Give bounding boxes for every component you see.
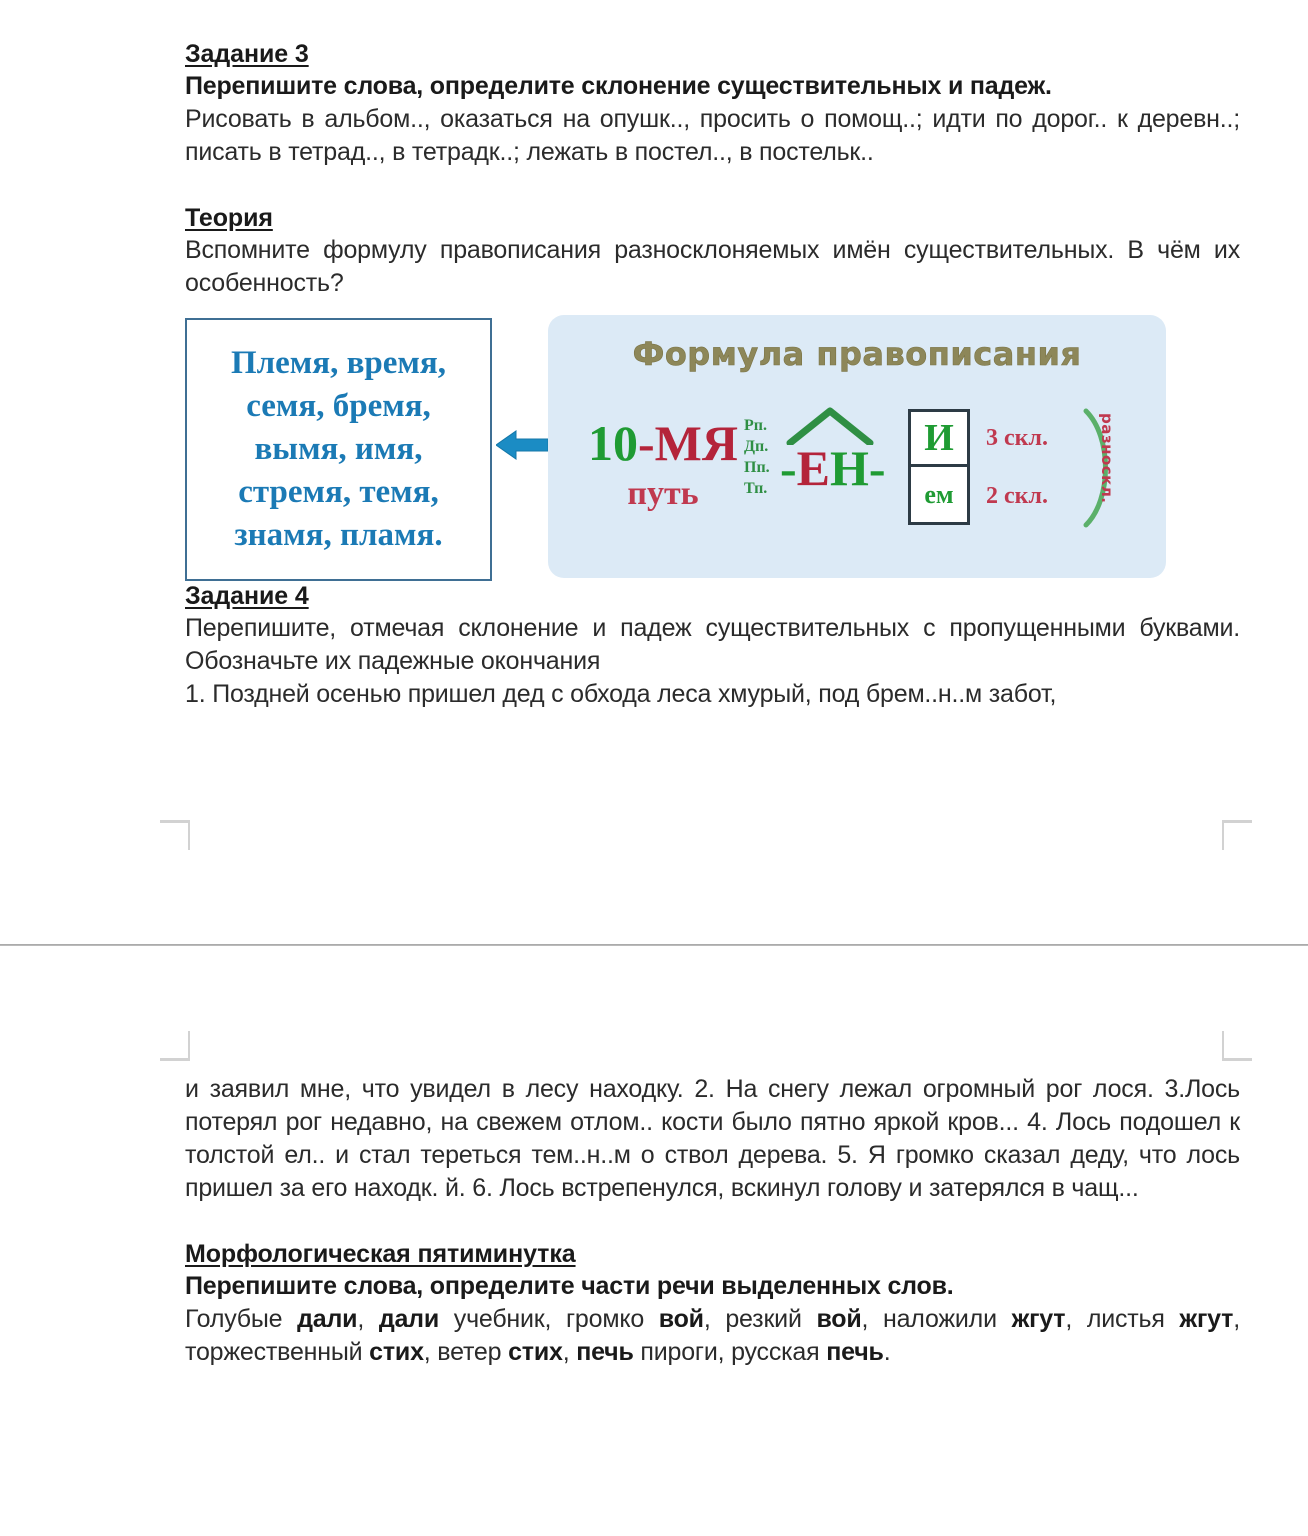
theory-figure — [185, 310, 1240, 580]
morphology-plain-text: пироги, русская — [633, 1338, 827, 1366]
margin-mark-top-left — [160, 1031, 190, 1061]
morphology-plain-text: , торжественный — [185, 1305, 1240, 1366]
page-1-content — [185, 38, 1240, 711]
morphology-highlighted-word: жгут — [1011, 1305, 1066, 1333]
infographic-formula — [548, 407, 1166, 557]
morphology-plain-text: , листья — [1065, 1305, 1180, 1333]
suffix-letter-n: Н — [830, 440, 869, 496]
morphology-highlighted-word: вой — [658, 1305, 704, 1333]
left-arrow-icon — [496, 428, 548, 462]
declension-label-2: 2 скл. — [986, 482, 1048, 509]
declension-labels — [986, 409, 1092, 525]
morphology-plain-text: , резкий — [703, 1305, 817, 1333]
word-box-line: семя, бремя, — [246, 388, 431, 424]
page-2-content — [185, 1073, 1240, 1369]
spacer-before-morphology — [185, 1205, 1240, 1238]
ending-boxes — [908, 409, 970, 525]
morphology-heading: Морфологическая пятиминутка — [185, 1240, 576, 1268]
word-box-line: стремя, темя, — [238, 474, 439, 510]
margin-mark-bottom-right — [1222, 820, 1252, 850]
formula-case-list — [744, 415, 770, 499]
morphology-highlighted-word: дали — [378, 1305, 440, 1333]
morphology-instruction: Перепишите слова, определите части речи выделенных слов. — [185, 1272, 954, 1300]
ending-box-em: ем — [908, 467, 970, 525]
morphology-plain-text: . — [883, 1338, 891, 1366]
formula-en-suffix — [780, 441, 886, 495]
dash-right: - — [868, 440, 886, 496]
formula-10-mya — [568, 417, 758, 469]
ending-box-i: И — [908, 409, 970, 467]
morphology-highlighted-word: стих — [508, 1338, 563, 1366]
morphology-highlighted-word: стих — [369, 1338, 424, 1366]
morphology-plain-text: , — [357, 1305, 379, 1333]
formula-suffix-mya: -МЯ — [638, 415, 738, 471]
theory-body: Вспомните формулу правописания разносклоняемых имён существительных. В чём их особенность? — [185, 236, 1240, 297]
dash-left: - — [780, 440, 797, 496]
word-box-line: вымя, имя, — [254, 431, 423, 467]
morphology-highlighted-word: печь — [826, 1338, 884, 1366]
morphology-highlighted-word: вой — [816, 1305, 862, 1333]
formula-number: 10 — [588, 415, 639, 471]
raznosklon-vertical-label: разноскл. — [1098, 413, 1116, 504]
document-page-2 — [0, 946, 1308, 1536]
morphology-highlighted-word: жгут — [1179, 1305, 1234, 1333]
spacer-after-task3 — [185, 169, 1240, 202]
word-box-line: знамя, пламя. — [234, 517, 443, 553]
declension-label-3: 3 скл. — [986, 424, 1048, 451]
morphology-plain-text: учебник, громко — [439, 1305, 659, 1333]
case-label: Рп. — [744, 417, 767, 434]
morphology-plain-text: , ветер — [423, 1338, 509, 1366]
formula-infographic — [548, 315, 1166, 578]
suffix-letter-e: Е — [796, 440, 831, 496]
raznosklonyaemye-word-box — [185, 318, 492, 581]
morphology-highlighted-word: дали — [297, 1305, 358, 1333]
case-label: Тп. — [744, 480, 768, 497]
case-label: Дп. — [744, 438, 769, 455]
infographic-title: Формула правописания — [632, 335, 1082, 373]
morphology-highlighted-word: печь — [576, 1338, 634, 1366]
task4-instruction: Перепишите, отмечая склонение и падеж существительных с пропущенными буквами. Обозначьте их падежные окончания — [185, 614, 1240, 675]
theory-heading: Теория — [185, 204, 273, 232]
margin-mark-top-right — [1222, 1031, 1252, 1061]
task4-heading: Задание 4 — [185, 582, 309, 610]
task3-heading: Задание 3 — [185, 40, 309, 68]
task3-body: Рисовать в альбом.., оказаться на опушк.., просить о помощ..; идти по дорог.. к деревн..; писать в тетрад.., в тетрадк..; лежать в постел.., в постельк.. — [185, 105, 1240, 166]
morphology-plain-text: Голубые — [185, 1305, 298, 1333]
spacer-before-figure — [185, 300, 1240, 310]
task4-sentences-continued: и заявил мне, что увидел в лесу находку. 2. На снегу лежал огромный рог лося. 3.Лось потерял рог недавно, на свежем отлом.. кости было пятно яркой кров... 4. Лось подошел к толстой ел.. и стал тереться тем..н..м о ствол дерева. 5. Я громко сказал деду, что лось пришел за его находк. й. 6. Лось встрепенулся, вскинул голову и затерялся в чащ... — [185, 1075, 1240, 1202]
morphology-word-list — [185, 1303, 1240, 1369]
morphology-plain-text: , — [562, 1338, 577, 1366]
morphology-plain-text: , наложили — [861, 1305, 1012, 1333]
word-box-line: Племя, время, — [230, 345, 447, 381]
case-label: Пп. — [744, 459, 770, 476]
formula-put-word: путь — [627, 475, 699, 512]
task3-instruction: Перепишите слова, определите склонение существительных и падеж. — [185, 72, 1052, 100]
margin-mark-bottom-left — [160, 820, 190, 850]
task4-sentence-1: 1. Поздней осенью пришел дед с обхода леса хмурый, под брем..н..м забот, — [185, 680, 1057, 708]
